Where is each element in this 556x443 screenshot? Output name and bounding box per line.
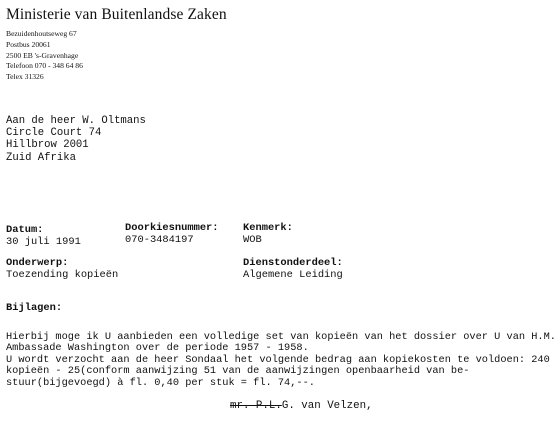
field-doorkiesnummer — [125, 222, 219, 246]
field-datum-value: 30 juli 1991 — [6, 236, 81, 248]
addressee-country: Zuid Afrika — [6, 151, 76, 164]
ministry-name: Ministerie van Buitenlandse Zaken — [6, 6, 227, 23]
body-line: Hierbij moge ik U aanbieden een volledige set van kopieën van het dossier over U van H.M. — [6, 331, 556, 343]
body-line: U wordt verzocht aan de heer Sondaal het volgende bedrag aan kopiekosten te voldoen: 240 — [6, 353, 550, 366]
field-doorkiesnummer-value: 070-3484197 — [125, 234, 194, 246]
sender-telex: Telex 31326 — [6, 72, 44, 82]
field-dienstonderdeel — [243, 257, 343, 281]
signature-struck: mr. P.L. — [230, 400, 282, 412]
bijlagen-label: Bijlagen: — [6, 302, 63, 314]
field-onderwerp — [6, 257, 118, 281]
field-onderwerp-label: Onderwerp: — [6, 257, 69, 269]
body-line: kopieën - 25(conform aanwijzing 51 van de aanwijzingen openbaarheid van be- — [6, 365, 470, 378]
addressee-block — [6, 115, 146, 164]
field-kenmerk-value: WOB — [243, 234, 262, 246]
sender-address — [6, 29, 83, 83]
field-datum — [6, 224, 81, 248]
field-onderwerp-value: Toezending kopieën — [6, 269, 119, 281]
sender-city: 2500 EB 's-Gravenhage — [6, 50, 79, 60]
body-line: stuur(bijgevoegd) à fl. 0,40 per stuk = fl. 74,--. — [6, 376, 315, 389]
field-doorkiesnummer-label: Doorkiesnummer: — [125, 222, 219, 234]
field-dienstonderdeel-value: Algemene Leiding — [243, 269, 343, 281]
letter-body — [6, 331, 556, 389]
signature-name: G. van Velzen, — [281, 400, 373, 412]
sender-postbox: Postbus 20061 — [6, 39, 51, 49]
field-kenmerk-label: Kenmerk: — [243, 222, 293, 234]
field-kenmerk — [243, 222, 293, 246]
sender-phone: Telefoon 070 - 348 64 86 — [6, 61, 83, 71]
body-line: Ambassade Washington over de periode 1957 - 1958. — [6, 342, 309, 355]
addressee-street: Circle Court 74 — [6, 127, 102, 140]
signature — [230, 400, 373, 412]
sender-street: Bezuidenhoutseweg 67 — [6, 29, 77, 38]
field-datum-label: Datum: — [6, 224, 44, 236]
field-dienstonderdeel-label: Dienstonderdeel: — [243, 257, 343, 269]
addressee-city: Hillbrow 2001 — [6, 139, 89, 152]
addressee-name: Aan de heer W. Oltmans — [6, 115, 146, 127]
